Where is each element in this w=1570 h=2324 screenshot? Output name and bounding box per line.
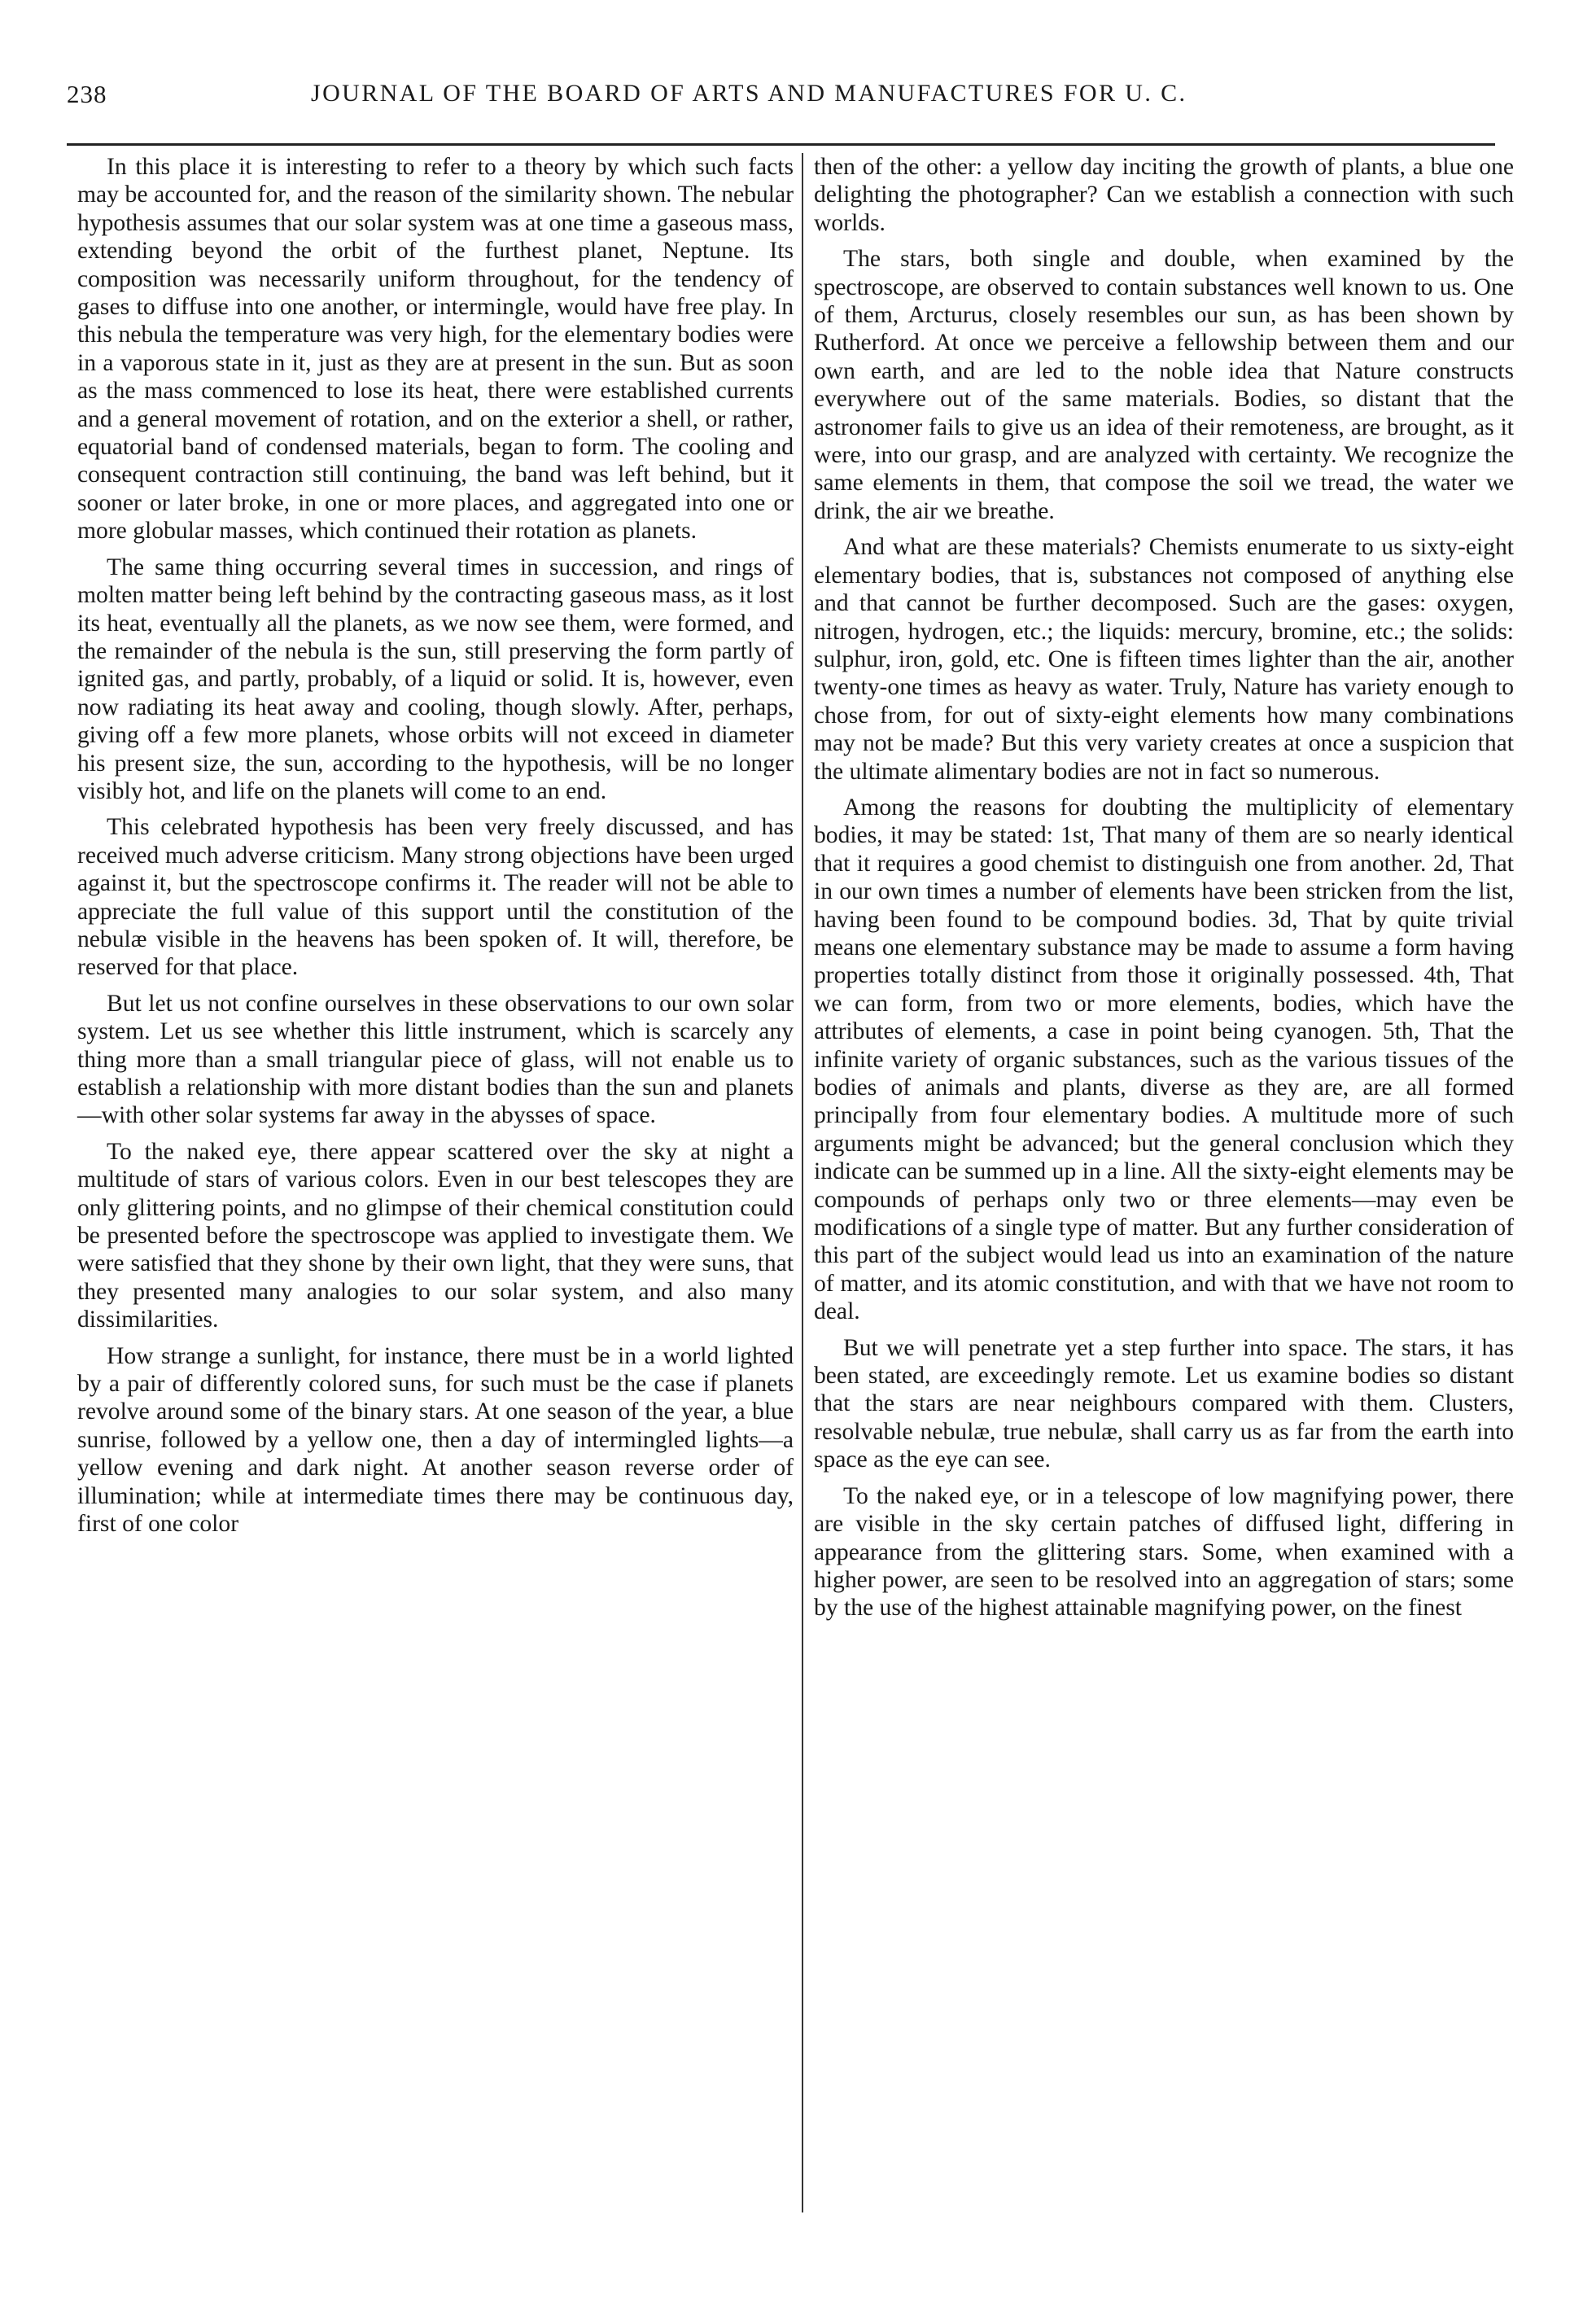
paragraph: To the naked eye, or in a telescope of low magnifying power, there are visible in the sky certain patches of diffused light, differing in appearance from the glittering stars. Some, when examined with a higher power, are seen to be resolved into an aggregation of stars; some by the use of the highest attainable magnifying power, on the finest <box>814 1482 1514 1622</box>
paragraph: But let us not confine ourselves in these observations to our own solar system. Let us see whether this little instrument, which is scarcely any thing more than a small triangular piece of glass, will not enable us to establish a relationship with more distant bodies than the sun and planets—with other solar systems far away in the abysses of space. <box>77 990 794 1129</box>
page-header <box>67 80 1434 129</box>
header-rule <box>67 143 1495 146</box>
running-title: JOURNAL OF THE BOARD OF ARTS AND MANUFACTURES FOR U. C. <box>311 80 1187 107</box>
paragraph: To the naked eye, there appear scattered over the sky at night a multitude of stars of various colors. Even in our best telescopes they are only glittering points, and no glimpse of their chemical constitution could be presented before the spectroscope was applied to investigate them. We were satisfied that they shone by their own light, that they were suns, that they presented many analogies to our solar system, and also many dissimilarities. <box>77 1138 794 1333</box>
left-column <box>77 153 794 1547</box>
paragraph: How strange a sunlight, for instance, there must be in a world lighted by a pair of differently colored suns, for such must be the case if planets revolve around some of the binary stars. At one season of the year, a blue sunrise, followed by a yellow one, then a day of intermingled lights—a yellow evening and dark night. At another season reverse order of illumination; while at intermediate times there may be continuous day, first of one color <box>77 1342 794 1538</box>
paragraph: Among the reasons for doubting the multiplicity of elementary bodies, it may be stated: 1st, That many of them are so nearly identical that it requires a good chemist to distinguish one from another. 2d, That in our own times a number of elements have been stricken from the list, having been found to be compound bodies. 3d, That by quite trivial means one elementary substance may be made to assume a form having properties totally distinct from those it originally possessed. 4th, That we can form, from two or more elements, bodies, which have the attributes of elements, a case in point being cyanogen. 5th, That the infinite variety of organic substances, such as the various tissues of the bodies of animals and plants, diverse as they are, are all formed principally from four elementary bodies. A multitude more of such arguments might be advanced; but the general conclusion which they indicate can be summed up in a line. All the sixty-eight elements may be compounds of perhaps only two or three elements—may even be modifications of a single type of matter. But any further consideration of this part of the subject would lead us into an examination of the nature of matter, and its atomic constitution, and with that we have not room to deal. <box>814 794 1514 1325</box>
paragraph: But we will penetrate yet a step further into space. The stars, it has been stated, are exceedingly remote. Let us examine bodies so distant that the stars are near neighbours compared with them. Clusters, resolvable nebulæ, true nebulæ, shall carry us as far from the earth into space as the eye can see. <box>814 1334 1514 1473</box>
page-number: 238 <box>67 80 107 108</box>
right-column <box>814 153 1514 1630</box>
paragraph: And what are these materials? Chemists enumerate to us sixty-eight elementary bodies, that is, substances not composed of anything else and that cannot be further decomposed. Such are the gases: oxygen, nitrogen, hydrogen, etc.; the liquids: mercury, bromine, etc.; the solids: sulphur, iron, gold, etc. One is fifteen times lighter than the air, another twenty-one times as heavy as water. Truly, Nature has variety enough to chose from, for out of sixty-eight elements how many combinations may not be made? But this very variety creates at once a suspicion that the ultimate alimentary bodies are not in fact so numerous. <box>814 534 1514 785</box>
paragraph: The same thing occurring several times in succession, and rings of molten matter being left behind by the contracting gaseous mass, as it lost its heat, eventually all the planets, as we now see them, were formed, and the remainder of the nebula is the sun, still preserving the form partly of ignited gas, and partly, probably, of a liquid or solid. It is, however, even now radiating its heat away and cooling, though slowly. After, perhaps, giving off a few more planets, whose orbits will not exceed in diameter his present size, the sun, according to the hypothesis, will be no longer visibly hot, and life on the planets will come to an end. <box>77 554 794 804</box>
paragraph: In this place it is interesting to refer to a theory by which such facts may be accounted for, and the reason of the similarity shown. The nebular hypothesis assumes that our solar system was at one time a gaseous mass, extending beyond the orbit of the furthest planet, Neptune. Its composition was necessarily uniform throughout, for the tendency of gases to diffuse into one another, or intermingle, would have free play. In this nebula the temperature was very high, for the elementary bodies were in a vaporous state in it, just as they are at present in the sun. But as soon as the mass commenced to lose its heat, there were established currents and a general movement of rotation, and on the exterior a shell, or rather, equatorial band of condensed materials, began to form. The cooling and consequent contraction still continuing, the band was left behind, but it sooner or later broke, in one or more places, and aggregated into one or more globular masses, which continued their rotation as planets. <box>77 154 794 545</box>
paragraph: The stars, both single and double, when examined by the spectroscope, are observed to contain substances well known to us. One of them, Arcturus, closely resembles our sun, as has been shown by Rutherford. At once we perceive a fellowship between them and our own earth, and are led to the noble idea that Nature constructs everywhere out of the same materials. Bodies, so distant that the astronomer fails to give us an idea of their remoteness, are brought, as it were, into our grasp, and are analyzed with certainty. We recognize the same elements in them, that compose the soil we tread, the water we drink, the air we breathe. <box>814 246 1514 524</box>
paragraph: This celebrated hypothesis has been very freely discussed, and has received much adverse criticism. Many strong objections have been urged against it, but the spectroscope confirms it. The reader will not be able to appreciate the full value of this support until the constitution of the nebulæ visible in the heavens has been spoken of. It will, therefore, be reserved for that place. <box>77 814 794 981</box>
paragraph: then of the other: a yellow day inciting the growth of plants, a blue one delighting the photographer? Can we establish a connection with such worlds. <box>814 154 1514 236</box>
column-divider <box>802 153 803 2212</box>
